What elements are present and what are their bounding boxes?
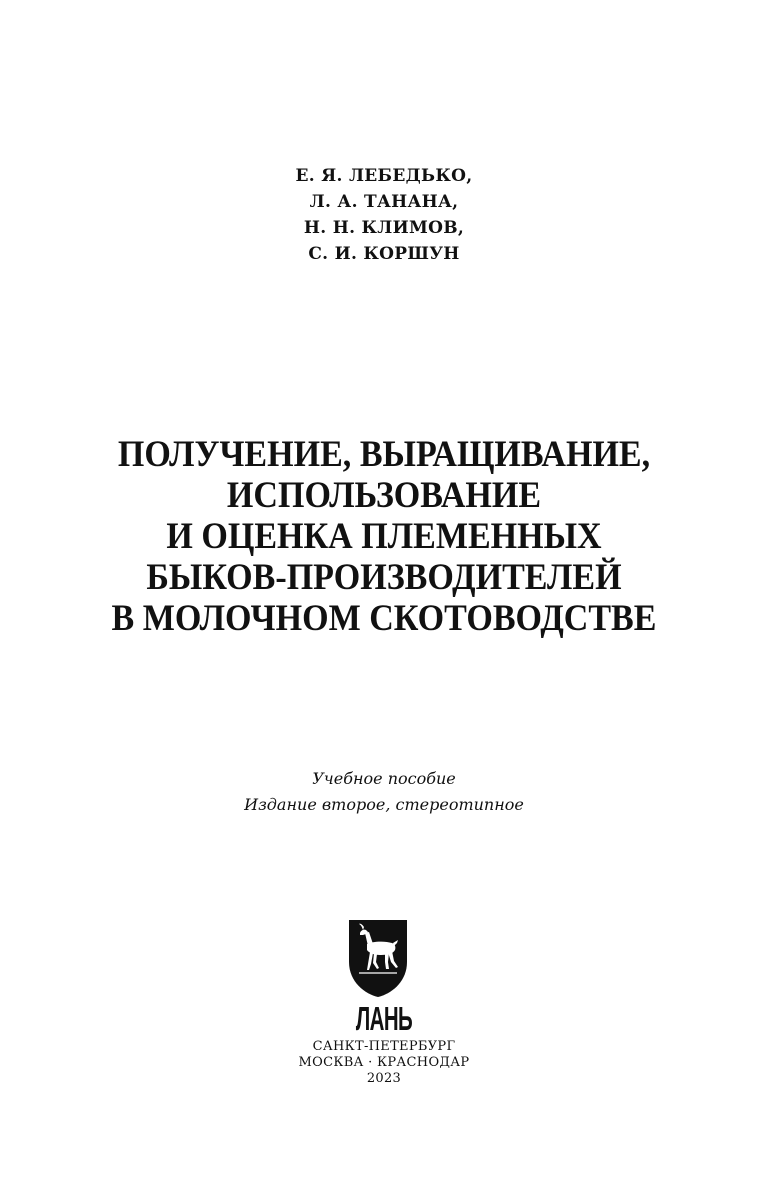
author-1: Е. Я. ЛЕБЕДЬКО,	[295, 166, 473, 186]
imprint-city-1: САНКТ-ПЕТЕРБУРГ	[312, 1039, 456, 1054]
book-subtitle	[0, 766, 768, 818]
author-2: Л. А. ТАНАНА,	[309, 192, 459, 212]
title-line-2: ИСПОЛЬЗОВАНИЕ	[226, 475, 542, 516]
publication-type: Учебное пособие	[312, 769, 456, 788]
imprint	[0, 1039, 768, 1087]
imprint-year: 2023	[366, 1071, 402, 1086]
title-line-4: БЫКОВ-ПРОИЗВОДИТЕЛЕЙ	[146, 557, 622, 598]
edition-note: Издание второе, стереотипное	[244, 795, 524, 814]
author-list	[0, 163, 768, 267]
title-line-3: И ОЦЕНКА ПЛЕМЕННЫХ	[166, 516, 602, 557]
author-4: С. И. КОРШУН	[308, 244, 460, 264]
publisher-logo-name: ЛАНЬ	[355, 1000, 413, 1037]
book-title	[31, 434, 738, 639]
deer-shield-icon	[347, 918, 409, 998]
title-line-5: В МОЛОЧНОМ СКОТОВОДСТВЕ	[111, 598, 657, 639]
title-line-1: ПОЛУЧЕНИЕ, ВЫРАЩИВАНИЕ,	[117, 434, 651, 475]
author-3: Н. Н. КЛИМОВ,	[303, 218, 465, 238]
imprint-city-2: МОСКВА · КРАСНОДАР	[298, 1055, 470, 1070]
